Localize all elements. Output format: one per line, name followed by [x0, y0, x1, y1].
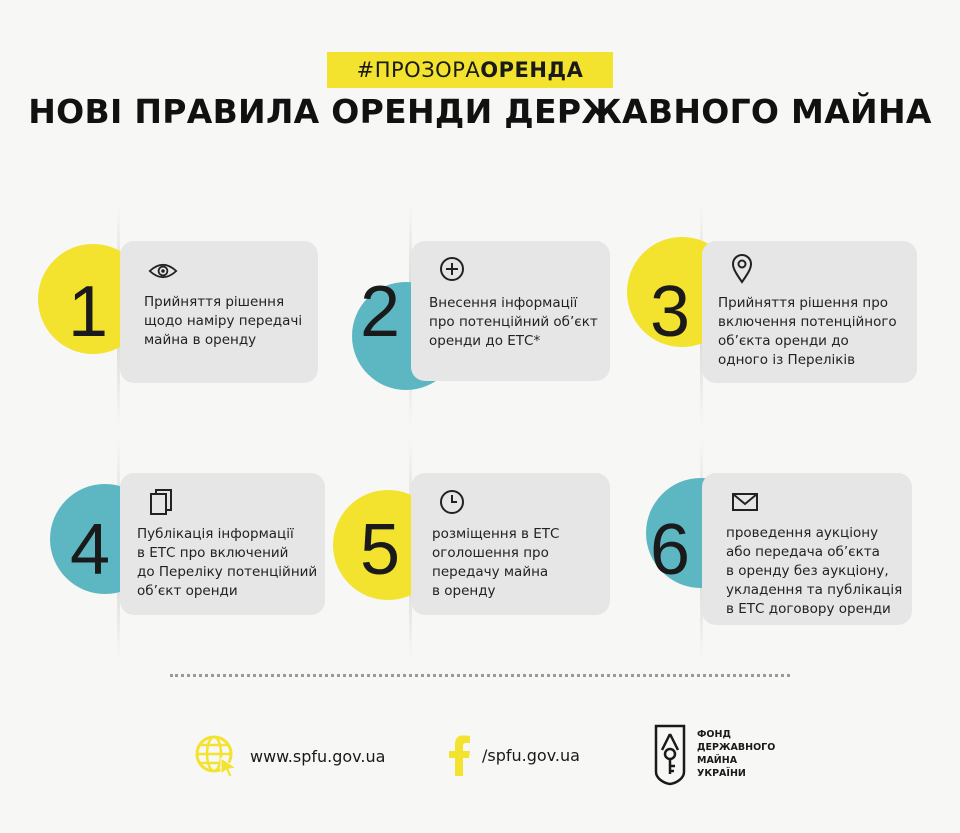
step-text: розміщення в ЕТС оголошення про передачу майна в оренду	[432, 526, 560, 599]
hashtag-bold: ОРЕНДА	[480, 58, 584, 82]
globe-cursor-icon	[194, 734, 240, 778]
facebook-icon	[446, 734, 472, 776]
step-text: проведення аукціону або передача об’єкта в оренду без аукціону, укладення та публікація в ЕТС договору оренди	[726, 525, 903, 617]
hashtag-light: #ПРОЗОРА	[356, 58, 481, 82]
step-number: 1	[67, 272, 109, 352]
step-text: Прийняття рішення щодо наміру передачі майна в оренду	[144, 294, 303, 348]
website-link[interactable]	[194, 734, 385, 778]
step-text: Внесення інформації про потенційний об’єкт оренди до ЕТС*	[429, 295, 598, 349]
location-pin-icon	[727, 254, 757, 284]
logo-emblem-icon	[653, 722, 687, 786]
hashtag-badge	[327, 52, 613, 88]
facebook-link[interactable]	[446, 734, 580, 776]
logo-text: ФОНД ДЕРЖАВНОГО МАЙНА УКРАЇНИ	[697, 729, 776, 779]
step-number: 6	[649, 510, 691, 590]
facebook-text: /spfu.gov.ua	[482, 745, 580, 765]
website-text: www.spfu.gov.ua	[250, 746, 386, 766]
eye-icon	[148, 256, 178, 286]
step-text: Прийняття рішення про включення потенційного об’єкта оренди до одного із Переліків	[718, 295, 897, 368]
plus-circle-icon	[437, 254, 467, 284]
step-number: 3	[649, 272, 691, 352]
spfu-logo	[653, 722, 775, 786]
step-number: 2	[359, 272, 401, 352]
step-text: Публікація інформації в ЕТС про включений до Переліку потенційний об’єкт оренди	[137, 526, 318, 599]
clock-icon	[437, 487, 467, 517]
documents-icon	[146, 487, 176, 517]
step-number: 5	[359, 510, 401, 590]
envelope-icon	[730, 487, 760, 517]
dotted-divider	[170, 674, 790, 677]
step-number: 4	[69, 510, 111, 590]
page-title: НОВІ ПРАВИЛА ОРЕНДИ ДЕРЖАВНОГО МАЙНА	[28, 92, 932, 131]
